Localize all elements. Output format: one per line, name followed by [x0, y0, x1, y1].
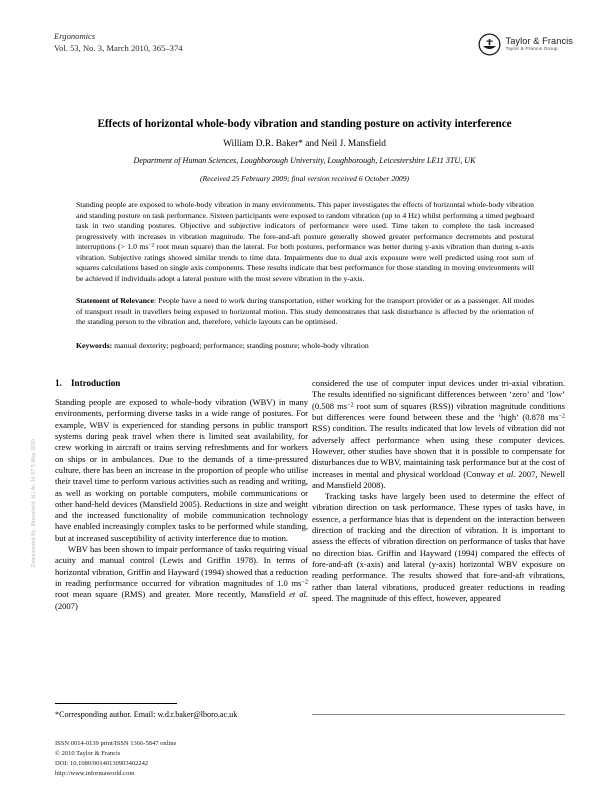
paragraph: Tracking tasks have largely been used to determine the effect of vibration direction on task performance. These types of tasks have, in essence, a performance bias that is dependent on the interaction between direction of tracking and the direction of vibration. It is important to assess the effects of vibration direction on performance of tasks that have no direction bias. Griffin and Hayward (1994) compared the effects of fore-and-aft (x-axis) and lateral (y-axis) horizontal WBV exposure on reading performance. The results showed that fore-and-aft vibrations, rather than lateral vibrations, produced greater reductions in reading speed. The magnitude of this effect, however, appeared: [312, 491, 565, 603]
title-block: [46, 118, 563, 183]
body-column-right: [312, 378, 565, 604]
relevance-label: Statement of Relevance: [76, 296, 154, 305]
abstract-text-part1: Standing people are exposed to whole-body vibration in many environments. This paper investigates the effects of horizontal whole-body vibration and standing posture on task performance. Sixteen participants were exposed to random vibration (up to 4 Hz) whilst performing a timed pegboard task in two standing postures. Objective and subjective indicators of performance were used. Time taken to complete the task increased progressively with increases in vibration magnitude. The fore-and-aft posture generally showed greater performance decrements and postural interruptions (: [76, 200, 534, 251]
paragraph-text: considered the use of computer input devices under tri-axial vibration. The results identified no significant differences between ‘zero’ and ‘low’ (0.508 ms: [312, 378, 565, 411]
statement-of-relevance: [76, 296, 534, 328]
body-column-left: [55, 378, 308, 612]
paragraph: Standing people are exposed to whole-body vibration (WBV) in many environments, performing diverse tasks in a wide range of postures. For example, WBV is experienced for standing persons in public transport systems during peak travel when there is limited seat availability, for crew working in aircraft or trains serving refreshments and for workers on ships or in ambulances. Due to the demands of a time-pressured culture, there has been an increase in the proportion of people who utilise their travel time to perform various activities such as reading and writing, as well as working on portable computers, mobile communications or other hand-held devices (Mansfield 2005). Reductions in size and weight and the increased functionality of mobile communication technology have enabled increasingly complex tasks to be performed while standing, but at increased susceptibility of activity interference due to motion.: [55, 397, 308, 543]
colophon-doi: DOI: 10.1080/00140130903402242: [55, 759, 149, 767]
colophon-url: http://www.informaworld.com: [55, 769, 135, 777]
publisher-logo: [478, 33, 573, 56]
abstract-math-base-1: > 1.0 ms: [120, 242, 149, 251]
publisher-name: Taylor & Francis: [505, 35, 573, 46]
section-heading-introduction: [55, 378, 308, 388]
download-watermark: Downloaded By: [Mansfield, N.] At: 14:57 5 May 2010: [31, 438, 37, 568]
relevance-text: : People have a need to work during transportation, either working for the transport provider or as a passenger. All modes of transport result in travellers being exposed to horizontal motion. This study demonstrates that task disturbance is affected by the orientation of the standing person to the vibration and, therefore, vehicle layouts can be optimised.: [76, 296, 534, 326]
section-title: Introduction: [71, 378, 121, 388]
math-exponent: −2: [558, 413, 565, 420]
paragraph-text: root sum of squares (RSS)) vibration magnitude conditions but differences were found between these and the ‘high’ (0.878 ms: [312, 400, 565, 422]
paragraph: [312, 378, 565, 491]
affiliation: Department of Human Sciences, Loughborough University, Loughborough, Leicestershire LE11 3TU, UK: [133, 156, 476, 165]
math-exponent: −2: [301, 579, 308, 586]
abstract-math-exponent-1: −2: [148, 242, 155, 249]
keywords-label: Keywords:: [76, 340, 113, 350]
citation-et-al: et al.: [497, 468, 516, 479]
section-number: 1.: [55, 378, 62, 388]
colophon-copyright: © 2010 Taylor & Francis: [55, 749, 121, 757]
footnote-divider: [55, 703, 177, 704]
received-dates: (Received 25 February 2009; final version received 6 October 2009): [199, 174, 410, 183]
journal-issue-line: Vol. 53, No. 3, March 2010, 365–374: [54, 42, 183, 53]
publisher-logo-text: [506, 36, 573, 53]
abstract-text-part2: root mean square) than the lateral. For both postures, performance was better during y-axis vibration than during x-axis vibration. Subjective ratings showed similar trends to time data. Impairments due to dual axis exposure were well predicted using root sum of squares calculations based on single axis components. These results indicate that best performance for those standing in moving environments will be achieved if individuals adopt a lateral posture with the most severe vibration in the y-axis.: [76, 242, 535, 283]
citation-et-al: et al.: [289, 589, 309, 600]
colophon: [55, 739, 176, 779]
journal-masthead: [54, 31, 183, 55]
taylor-francis-emblem-icon: [478, 33, 501, 56]
paragraph-text: 2007, Newell and Mansfield 2008).: [312, 468, 566, 490]
paragraph-text: WBV has been shown to impair performance of tasks requiring visual acuity and manual control (Lewis and Griffin 1978). In terms of horizontal vibration, Griffin and Hayward (1994) showed that a reduction in reading performance occurred for vibration magnitudes of 1.0 ms: [55, 544, 308, 588]
abstract-paragraph: [76, 200, 534, 284]
paragraph-text: (2007): [55, 600, 78, 611]
page-title: Effects of horizontal whole-body vibration and standing posture on activity interference: [97, 118, 512, 130]
math-exponent: −2: [347, 402, 354, 409]
paragraph-text: root mean square (RMS) and greater. More recently, Mansfield: [55, 589, 290, 600]
paragraph: [55, 544, 308, 612]
publisher-group: Taylor & Francis Group: [505, 47, 558, 53]
colophon-issn: ISSN 0014-0139 print/ISSN 1366-5847 online: [55, 740, 177, 747]
paragraph-text: RSS) condition. The results indicated that low levels of vibration did not adversely affect performance when using these computer devices. However, other studies have shown that it is possible to compensate for disturbances due to WBV, maintaining task performance but at the cost of increases in mental and physical workload (Conway: [312, 423, 565, 479]
author-list: William D.R. Baker* and Neil J. Mansfield: [223, 139, 386, 149]
keywords: [76, 341, 534, 352]
corresponding-author-footnote: *Corresponding author. Email: w.d.r.baker@lboro.ac.uk: [55, 710, 238, 719]
journal-name: Ergonomics: [54, 31, 96, 41]
abstract-block: [76, 200, 534, 351]
keywords-text: manual dexterity; pegboard; performance; standing posture; whole-body vibration: [112, 340, 369, 350]
page-bottom-divider: [312, 714, 565, 715]
